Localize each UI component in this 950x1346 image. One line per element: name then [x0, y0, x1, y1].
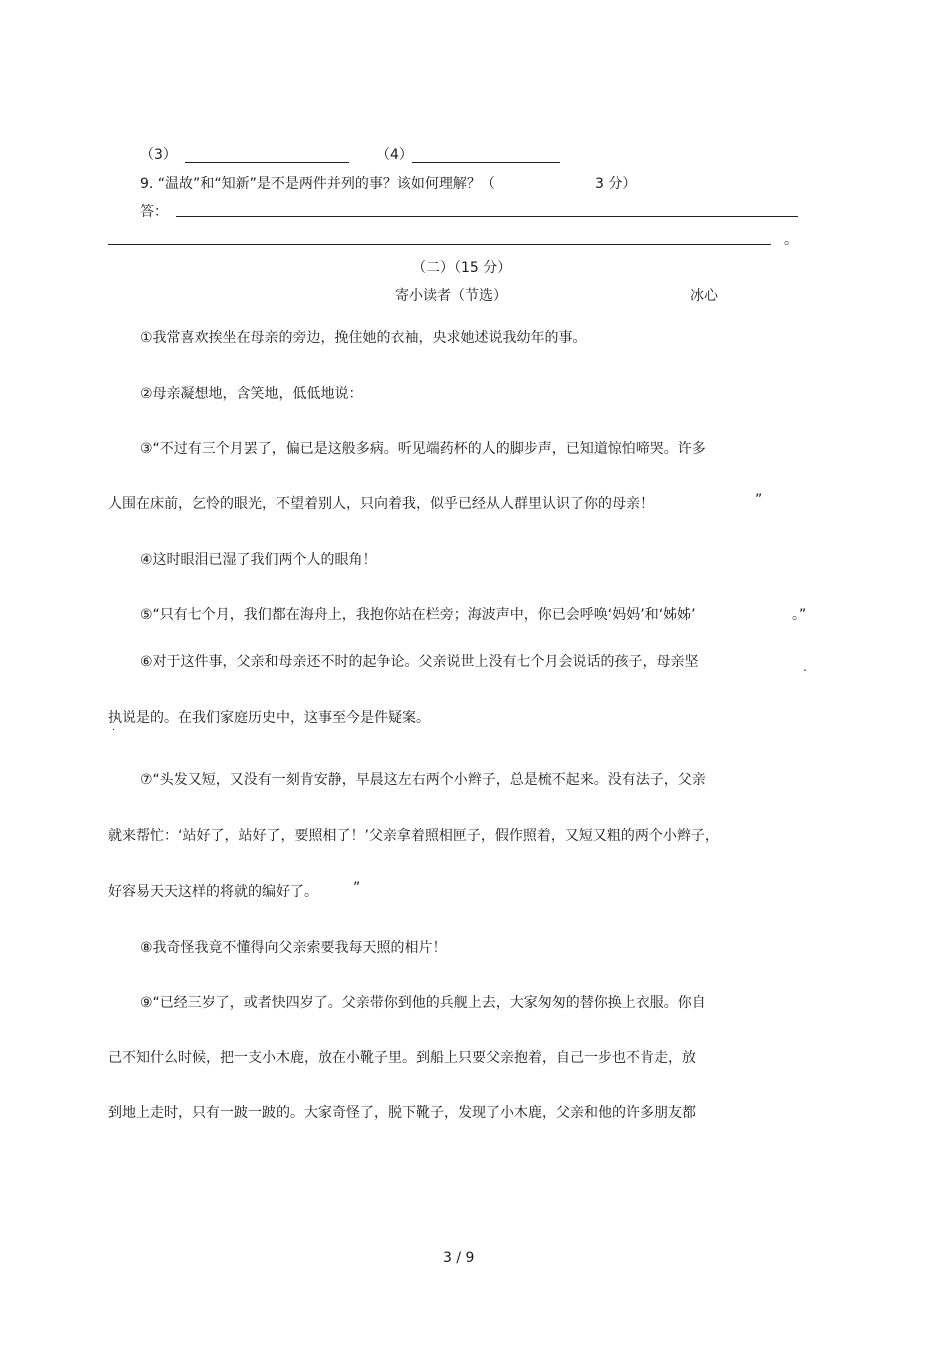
paragraph-4: ④这时眼泪已湿了我们两个人的眼角！: [140, 552, 377, 568]
emphasis-dot: ·: [112, 725, 116, 736]
paragraph-6-line-2: 执说是的。在我们家庭历史中，这事至今是件疑案。: [108, 710, 430, 726]
question-4-label: （4）: [376, 147, 413, 163]
paragraph-6-line-1: ⑥对于这件事，父亲和母亲还不时的起争论。父亲说世上没有七个月会说话的孩子，母亲坚: [140, 654, 699, 670]
paragraph-9-line-2: 己不知什么时候，把一支小木鹿，放在小靴子里。到船上只要父亲抱着，自己一步也不肯走，放: [108, 1050, 696, 1066]
paragraph-7-line-1: ⑦“头发又短，又没有一刻肯安静，早晨这左右两个小辫子，总是梳不起来。没有法子，父亲: [140, 772, 706, 788]
paragraph-3-line-2: 人围在床前，乞怜的眼光，不望着别人，只向着我，似乎已经从人群里认识了你的母亲！: [108, 496, 654, 512]
paragraph-7-line-3: 好容易天天这样的将就的编好了。: [108, 884, 318, 900]
paragraph-5-close: 。”: [792, 607, 807, 623]
paragraph-8: ⑧我奇怪我竟不懂得向父亲索要我每天照的相片！: [140, 940, 447, 956]
question-9-points: 3 分）: [595, 176, 637, 192]
paragraph-9-line-1: ⑨“已经三岁了，或者快四岁了。父亲带你到他的兵舰上去，大家匆匆的替你换上衣服。你自: [140, 995, 706, 1011]
paragraph-9-line-3: 到地上走时，只有一跛一跛的。大家奇怪了，脱下靴子，发现了小木鹿，父亲和他的许多朋友都: [108, 1105, 696, 1121]
answer-blank-line-1[interactable]: [176, 216, 798, 217]
page-number: 3 / 9: [443, 1250, 475, 1266]
article-author: 冰心: [690, 288, 718, 304]
emphasis-dot: .: [803, 660, 807, 674]
paragraph-5: ⑤“只有七个月，我们都在海舟上，我抱你站在栏旁；海波声中，你已会呼唤‘妈妈’和‘姊姊’: [140, 607, 696, 623]
answer-label: 答：: [140, 204, 168, 220]
paragraph-7-close-quote: ”: [353, 880, 361, 896]
paragraph-2: ②母亲凝想地，含笑地，低低地说：: [140, 386, 363, 402]
question-3-blank[interactable]: [185, 162, 349, 163]
paragraph-7-line-2: 就来帮忙：‘站好了，站好了，要照相了！’父亲拿着照相匣子，假作照着，又短又粗的两个小辫子，: [108, 828, 719, 844]
question-9-text: 9. “温故”和“知新”是不是两件并列的事？该如何理解？（: [140, 176, 495, 192]
section-heading: （二）（15 分）: [412, 260, 512, 276]
answer-blank-line-2[interactable]: [108, 244, 771, 245]
question-3-label: （3）: [140, 147, 177, 163]
question-4-blank[interactable]: [412, 162, 560, 163]
paragraph-3-line-1: ③“不过有三个月罢了，偏已是这般多病。听见端药杯的人的脚步声，已知道惊怕啼哭。许多: [140, 441, 706, 457]
paragraph-3-close-quote: ”: [755, 492, 763, 508]
answer-end-mark: 。: [784, 232, 798, 248]
article-title: 寄小读者（节选）: [395, 288, 507, 304]
paragraph-1: ①我常喜欢挨坐在母亲的旁边，挽住她的衣袖，央求她述说我幼年的事。: [140, 330, 587, 346]
